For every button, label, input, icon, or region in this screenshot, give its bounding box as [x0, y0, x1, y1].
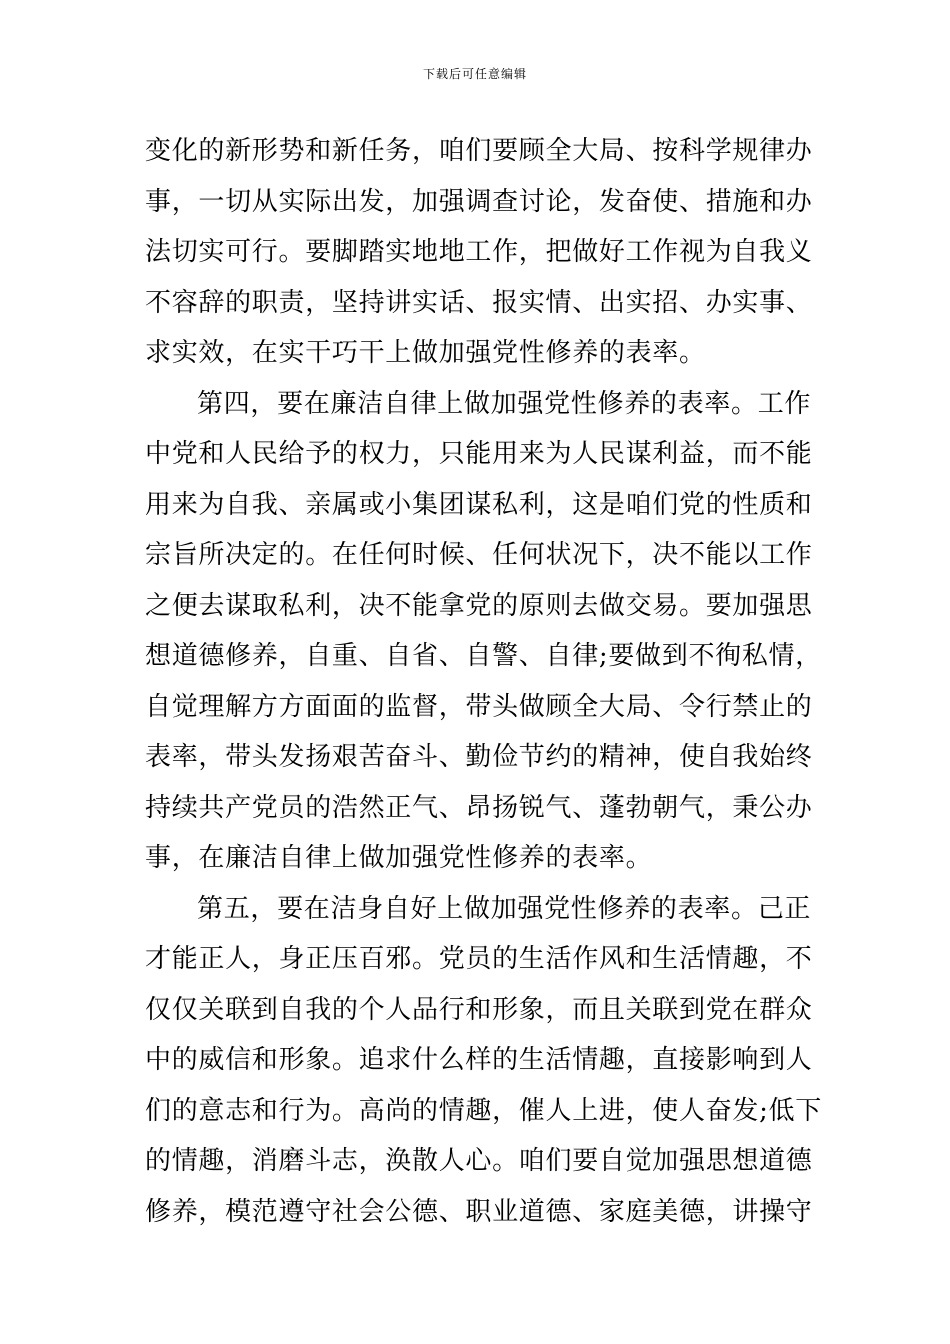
body-text — [145, 126, 822, 1237]
text-line: 的情趣，消磨斗志，涣散人心。咱们要自觉加强思想道德 — [145, 1146, 813, 1176]
text-line: 中的威信和形象。追求什么样的生活情趣，直接影响到人 — [145, 1045, 813, 1075]
text-line: 事，在廉洁自律上做加强党性修养的表率。 — [145, 843, 653, 873]
text-line: 不容辞的职责，坚持讲实话、报实情、出实招、办实事、 — [145, 287, 813, 318]
text-line: 自觉理解方方面面的监督，带头做顾全大局、令行禁止的 — [145, 691, 813, 722]
text-line: 才能正人，身正压百邪。党员的生活作风和生活情趣，不 — [145, 944, 813, 974]
text-line: 之便去谋取私利，决不能拿党的原则去做交易。要加强思 — [145, 590, 813, 621]
paragraph-first-line: 第五，要在洁身自好上做加强党性修养的表率。己正 — [197, 893, 812, 924]
paragraph-first-line: 第四，要在廉洁自律上做加强党性修养的表率。工作 — [197, 388, 812, 419]
text-line: 想道德修养，自重、自省、自警、自律;要做到不徇私情， — [145, 641, 822, 671]
text-line: 变化的新形势和新任务，咱们要顾全大局、按科学规律办 — [145, 136, 813, 166]
page-header: 下载后可任意编辑 — [422, 67, 527, 81]
text-line: 求实效，在实干巧干上做加强党性修养的表率。 — [145, 338, 706, 368]
text-line: 中党和人民给予的权力，只能用来为人民谋利益，而不能 — [145, 439, 813, 469]
text-line: 们的意志和行为。高尚的情趣，催人上进，使人奋发;低下 — [145, 1095, 822, 1126]
text-line: 法切实可行。要脚踏实地地工作，把做好工作视为自我义 — [145, 237, 813, 267]
text-line: 修养，模范遵守社会公德、职业道德、家庭美德，讲操守 — [145, 1196, 813, 1227]
text-line: 仅仅关联到自我的个人品行和形象，而且关联到党在群众 — [145, 994, 813, 1025]
text-line: 表率，带头发扬艰苦奋斗、勤俭节约的精神，使自我始终 — [145, 742, 813, 772]
text-line: 宗旨所决定的。在任何时候、任何状况下，决不能以工作 — [145, 540, 813, 570]
text-line: 持续共产党员的浩然正气、昂扬锐气、蓬勃朝气，秉公办 — [145, 792, 813, 823]
text-line: 用来为自我、亲属或小集团谋私利，这是咱们党的性质和 — [145, 489, 813, 520]
text-line: 事，一切从实际出发，加强调查讨论，发奋使、措施和办 — [145, 186, 813, 217]
